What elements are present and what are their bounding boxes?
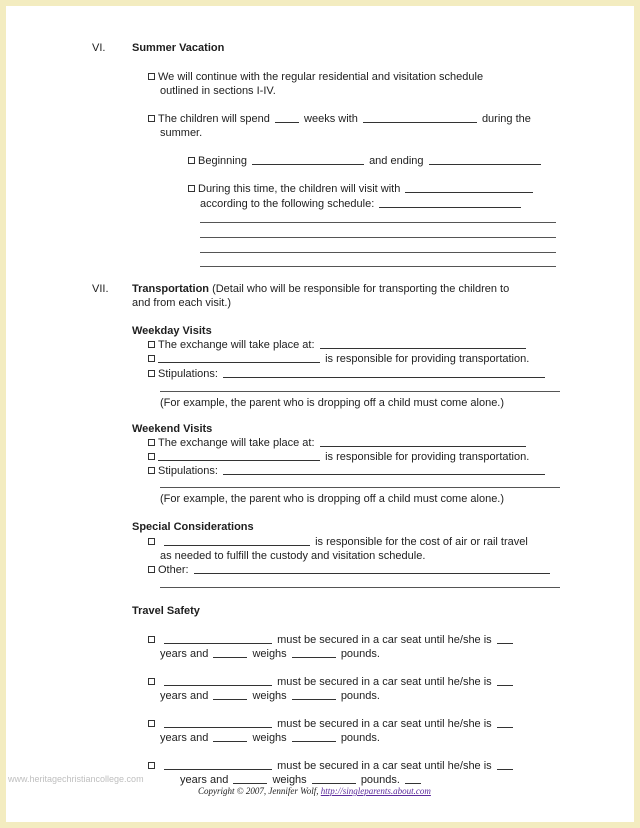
weekend-example-text: (For example, the parent who is dropping off a child must come alone.): [160, 493, 505, 505]
years-blank[interactable]: [213, 647, 247, 658]
weekday-exchange-blank[interactable]: [320, 338, 526, 349]
summer-option-1-line2: outlined in sections I-IV.: [160, 85, 276, 97]
weekday-example-text: (For example, the parent who is dropping off a child must come alone.): [160, 397, 505, 409]
special-other-blank[interactable]: [194, 563, 550, 574]
schedule-line[interactable]: [200, 266, 556, 267]
checkbox-icon[interactable]: [148, 467, 155, 474]
checkbox-icon[interactable]: [148, 762, 155, 769]
years-blank[interactable]: [213, 731, 247, 742]
child-name-blank[interactable]: [164, 717, 272, 728]
section-number-vi: VI.: [92, 42, 106, 54]
summer-beginning-row: Beginning and ending: [188, 154, 543, 168]
weekend-exchange-blank[interactable]: [320, 436, 526, 447]
copyright-footer: Copyright © 2007, Jennifer Wolf, http://singleparents.about.com: [198, 786, 431, 796]
weekday-stipulations-row: Stipulations:: [148, 367, 547, 381]
transport-description: Transportation (Detail who will be responsible for transporting the children to: [132, 283, 510, 295]
beginning-blank[interactable]: [252, 154, 364, 165]
weekday-stipulations-line[interactable]: [160, 391, 560, 392]
weekday-stipulations-blank[interactable]: [223, 367, 545, 378]
checkbox-icon[interactable]: [148, 566, 155, 573]
age-blank[interactable]: [497, 717, 513, 728]
transport-description-line2: and from each visit.): [132, 297, 232, 309]
ending-blank[interactable]: [429, 154, 541, 165]
checkbox-icon[interactable]: [148, 453, 155, 460]
weekend-stipulations-blank[interactable]: [223, 464, 545, 475]
weekday-responsible-blank[interactable]: [158, 352, 320, 363]
schedule-line[interactable]: [200, 252, 556, 253]
special-other-row: Other:: [148, 563, 552, 577]
summer-option-1: We will continue with the regular residential and visitation schedule: [148, 70, 483, 84]
safety-item-3-line2: years and weighs pounds.: [160, 732, 380, 744]
weight-blank[interactable]: [292, 731, 336, 742]
watermark-text: www.heritagechristiancollege.com: [8, 774, 144, 784]
checkbox-icon[interactable]: [148, 636, 155, 643]
child-name-blank[interactable]: [164, 759, 272, 770]
weight-blank[interactable]: [292, 647, 336, 658]
safety-item-2-line2: years and weighs pounds.: [160, 690, 380, 702]
schedule-blank[interactable]: [379, 197, 521, 208]
age-blank[interactable]: [497, 675, 513, 686]
checkbox-icon[interactable]: [148, 341, 155, 348]
checkbox-icon[interactable]: [188, 157, 195, 164]
checkbox-icon[interactable]: [148, 115, 155, 122]
safety-item-4: must be secured in a car seat until he/she is: [148, 759, 515, 773]
weekend-exchange-row: The exchange will take place at:: [148, 436, 528, 450]
section-number-vii: VII.: [92, 283, 109, 295]
document-page: [6, 6, 634, 822]
weight-blank[interactable]: [292, 689, 336, 700]
checkbox-icon[interactable]: [148, 720, 155, 727]
special-considerations-title: Special Considerations: [132, 521, 254, 533]
years-blank[interactable]: [233, 773, 267, 784]
checkbox-icon[interactable]: [148, 73, 155, 80]
safety-item-1: must be secured in a car seat until he/she is: [148, 633, 515, 647]
weekday-exchange-row: The exchange will take place at:: [148, 338, 528, 352]
weekend-stipulations-line[interactable]: [160, 487, 560, 488]
safety-item-4-line2: years and weighs pounds.: [180, 773, 423, 787]
years-blank[interactable]: [213, 689, 247, 700]
checkbox-icon[interactable]: [148, 355, 155, 362]
child-name-blank[interactable]: [164, 633, 272, 644]
age-blank[interactable]: [497, 633, 513, 644]
safety-item-3: must be secured in a car seat until he/she is: [148, 717, 515, 731]
source-link[interactable]: http://singleparents.about.com: [320, 786, 431, 796]
schedule-line[interactable]: [200, 222, 556, 223]
summer-during-line2: according to the following schedule:: [200, 197, 523, 211]
weight-blank[interactable]: [312, 773, 356, 784]
visit-with-blank[interactable]: [405, 182, 533, 193]
checkbox-icon[interactable]: [188, 185, 195, 192]
weekday-responsible-row: is responsible for providing transportation.: [148, 352, 529, 366]
weekend-visits-title: Weekend Visits: [132, 423, 213, 435]
child-name-blank[interactable]: [164, 675, 272, 686]
section-title-transportation: Transportation: [132, 283, 210, 295]
weekend-stipulations-row: Stipulations:: [148, 464, 547, 478]
special-cost-row: is responsible for the cost of air or rail travel: [148, 535, 528, 549]
safety-item-2: must be secured in a car seat until he/she is: [148, 675, 515, 689]
checkbox-icon[interactable]: [148, 678, 155, 685]
special-cost-line2: as needed to fulfill the custody and visitation schedule.: [160, 550, 426, 562]
weekend-responsible-row: is responsible for providing transportation.: [148, 450, 529, 464]
summer-option-2: The children will spend weeks with during the: [148, 112, 531, 126]
summer-during-row: During this time, the children will visit with: [188, 182, 535, 196]
weeks-blank[interactable]: [275, 112, 299, 123]
safety-item-1-line2: years and weighs pounds.: [160, 648, 380, 660]
checkbox-icon[interactable]: [148, 370, 155, 377]
section-title-summer-vacation: Summer Vacation: [132, 42, 225, 54]
trailing-blank[interactable]: [405, 773, 421, 784]
weekend-responsible-blank[interactable]: [158, 450, 320, 461]
special-cost-blank[interactable]: [164, 535, 310, 546]
summer-option-2-line2: summer.: [160, 127, 203, 139]
age-blank[interactable]: [497, 759, 513, 770]
checkbox-icon[interactable]: [148, 538, 155, 545]
special-other-line[interactable]: [160, 587, 560, 588]
schedule-line[interactable]: [200, 237, 556, 238]
checkbox-icon[interactable]: [148, 439, 155, 446]
weeks-with-blank[interactable]: [363, 112, 477, 123]
weekday-visits-title: Weekday Visits: [132, 325, 212, 337]
travel-safety-title: Travel Safety: [132, 605, 200, 617]
